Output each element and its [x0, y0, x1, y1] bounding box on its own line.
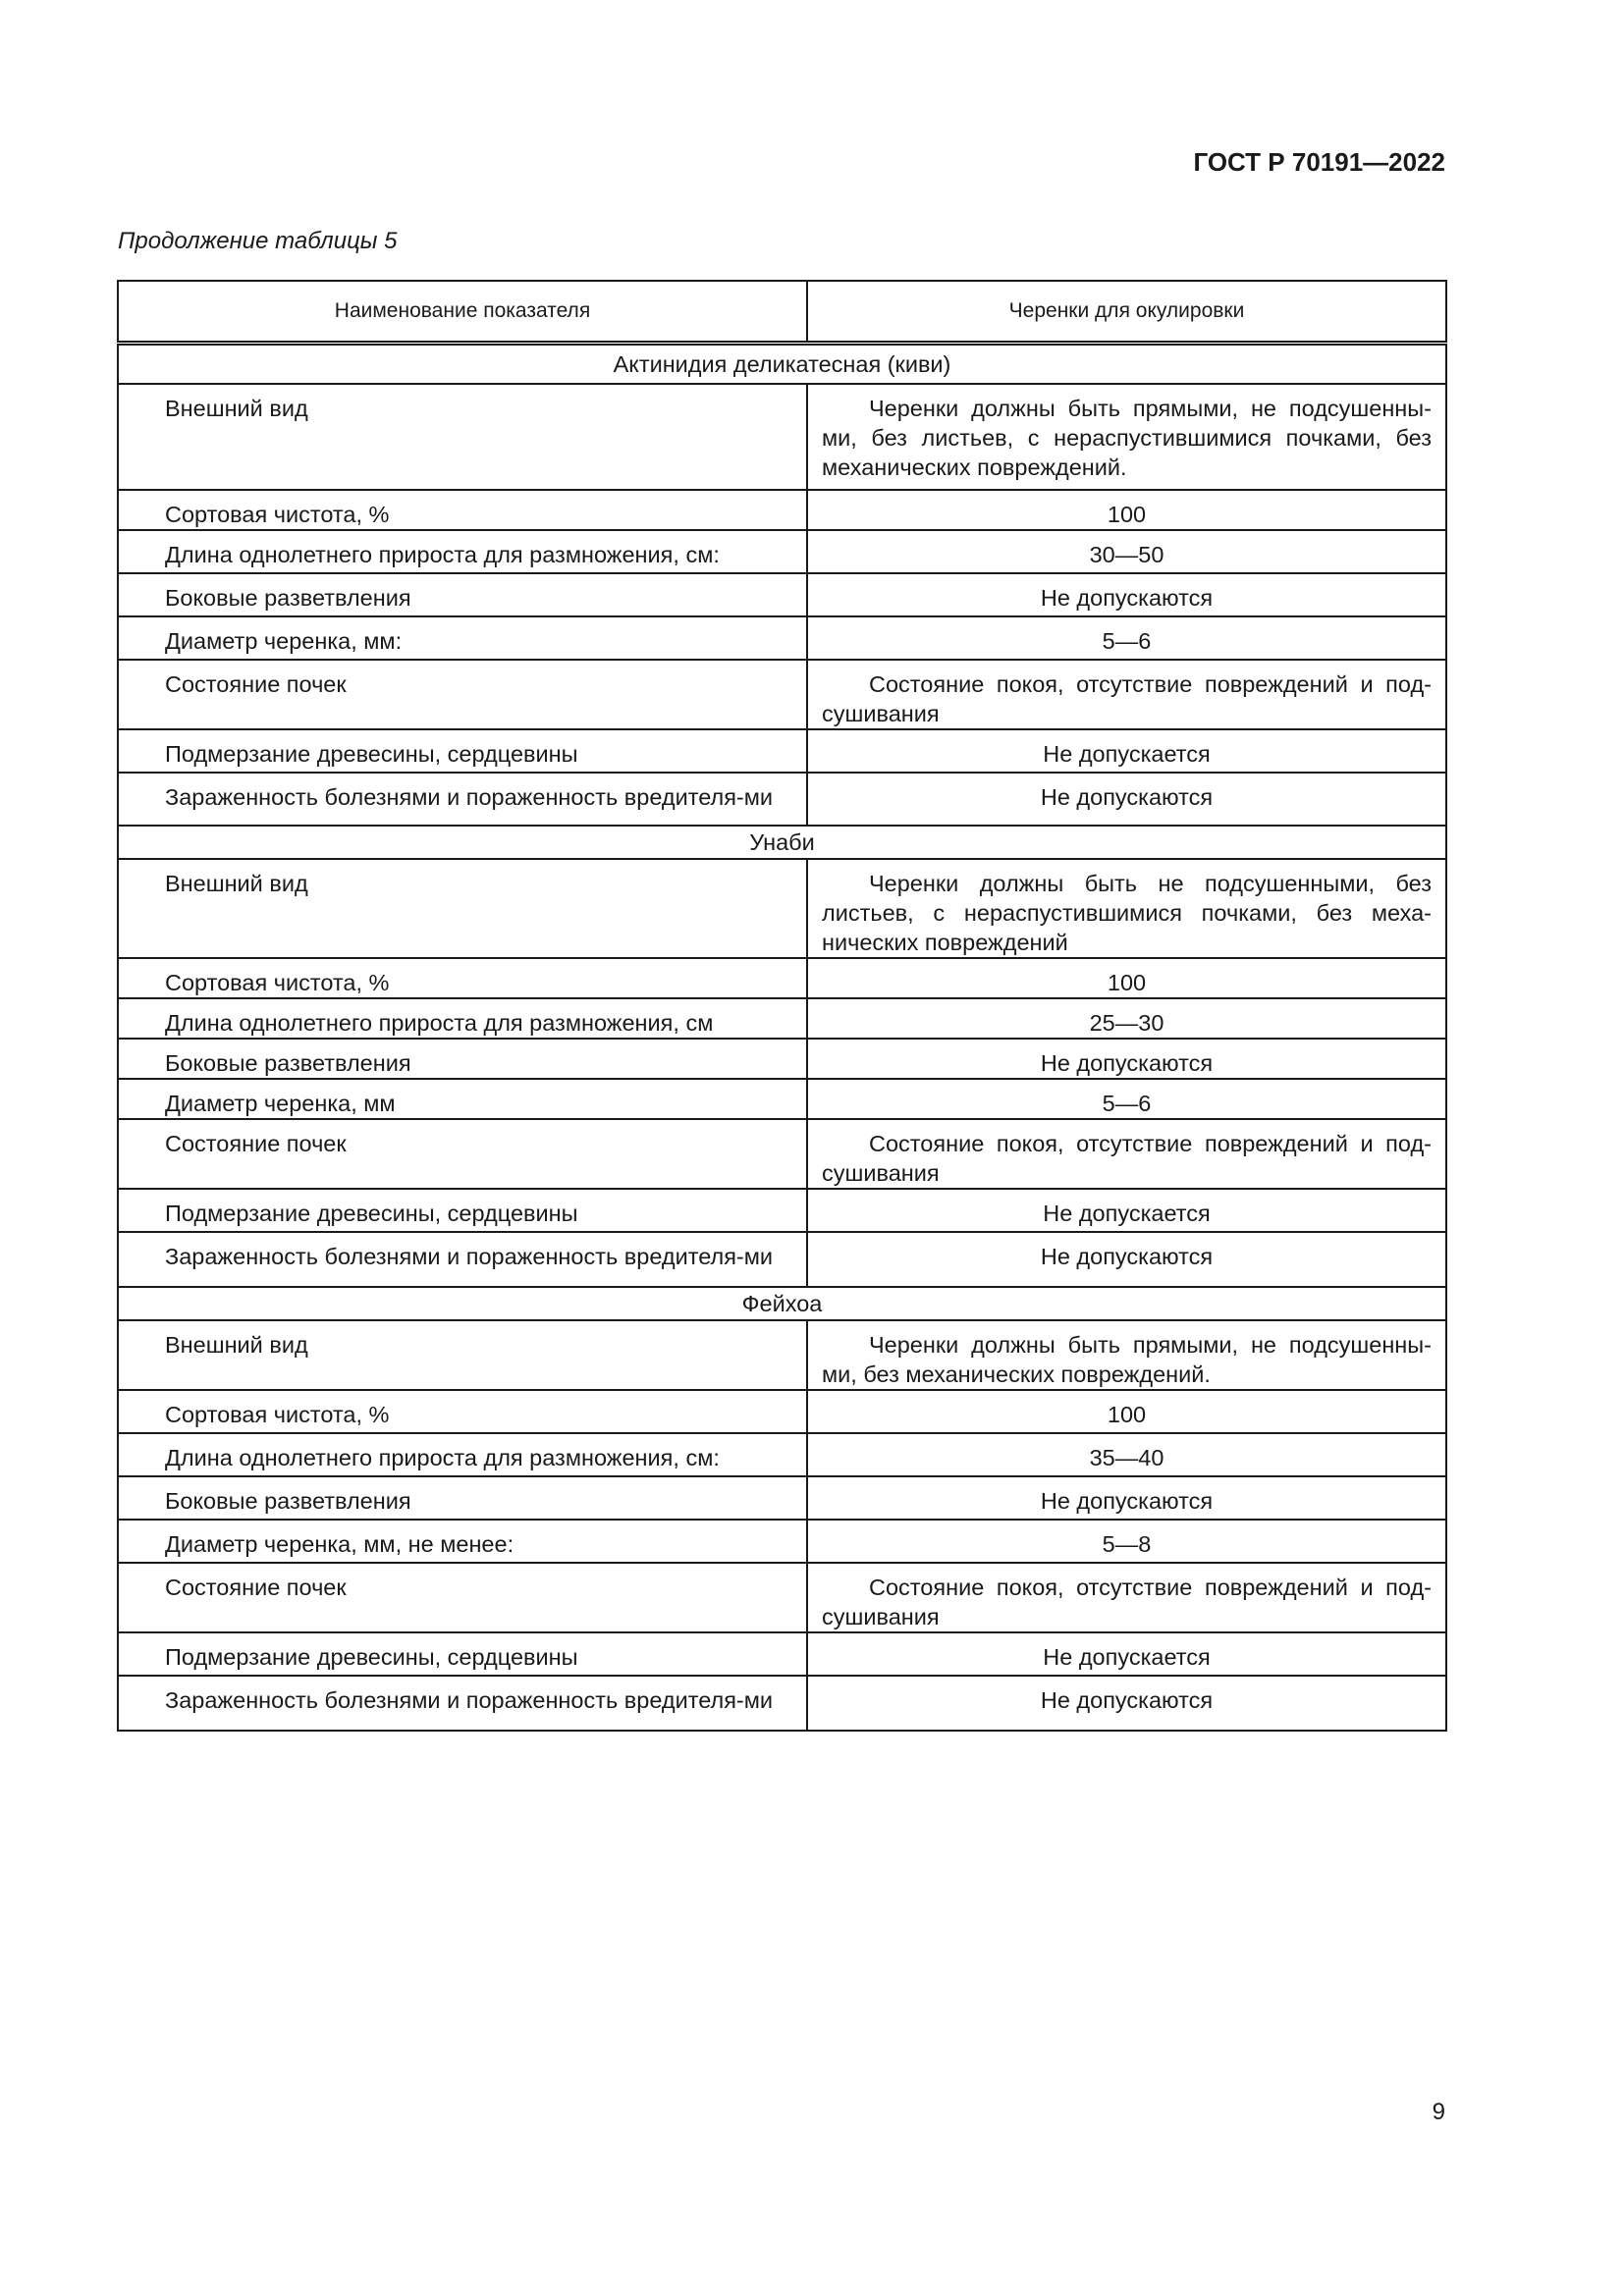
- indicator-name: Боковые разветвления: [165, 1488, 411, 1514]
- value-cell: [807, 573, 1446, 616]
- column-header-cuttings: Черенки для окулировки: [807, 281, 1446, 344]
- indicator-cell: [118, 1476, 807, 1520]
- indicator-value: Состояние покоя, отсутствие повреждений и под-сушивания: [822, 1131, 1432, 1186]
- value-cell: [807, 1476, 1446, 1520]
- section-title: Фейхоа: [118, 1287, 1446, 1320]
- indicator-value: Не допускаются: [1040, 1687, 1214, 1713]
- value-cell: [807, 1232, 1446, 1287]
- indicator-value: Не допускается: [1043, 1644, 1211, 1670]
- table-row: [118, 859, 1446, 958]
- indicator-value: 100: [1107, 1402, 1147, 1427]
- indicator-value: 100: [1107, 970, 1147, 995]
- table-row: [118, 1079, 1446, 1119]
- value-cell: [807, 1039, 1446, 1079]
- value-cell: [807, 490, 1446, 530]
- indicator-cell: [118, 1320, 807, 1390]
- indicator-value: Не допускается: [1043, 741, 1211, 767]
- indicator-cell: [118, 998, 807, 1039]
- indicator-value: 25—30: [1089, 1010, 1164, 1036]
- indicator-value: Черенки должны быть прямыми, не подсушенны-ми, без листьев, с нераспустившимися почками, без механических повреждений.: [822, 396, 1432, 480]
- value-cell: [807, 998, 1446, 1039]
- indicator-cell: [118, 1232, 807, 1287]
- indicator-cell: [118, 530, 807, 573]
- value-cell: [807, 773, 1446, 826]
- table-row: [118, 1232, 1446, 1287]
- indicator-name: Боковые разветвления: [165, 585, 411, 611]
- value-cell: [807, 1433, 1446, 1476]
- indicator-name: Состояние почек: [165, 671, 347, 697]
- value-cell: [807, 1563, 1446, 1632]
- section-row: [118, 344, 1446, 385]
- value-cell: [807, 616, 1446, 660]
- table-row: [118, 1320, 1446, 1390]
- indicator-cell: [118, 859, 807, 958]
- page-number: 9: [1432, 2099, 1445, 2125]
- indicator-name: Внешний вид: [165, 871, 308, 896]
- indicator-cell: [118, 573, 807, 616]
- indicator-value: 5—6: [1102, 628, 1152, 654]
- indicator-cell: [118, 958, 807, 998]
- indicator-name: Внешний вид: [165, 1332, 308, 1358]
- indicator-value: 100: [1107, 502, 1147, 527]
- indicator-value: 30—50: [1089, 542, 1164, 567]
- indicator-cell: [118, 1079, 807, 1119]
- indicator-name: Внешний вид: [165, 396, 308, 421]
- table-row: [118, 1390, 1446, 1433]
- value-cell: [807, 384, 1446, 490]
- indicator-value: Не допускаются: [1040, 1050, 1214, 1076]
- indicator-value: 35—40: [1089, 1445, 1164, 1470]
- table-row: [118, 1676, 1446, 1731]
- indicator-cell: [118, 490, 807, 530]
- indicator-value: 5—8: [1102, 1531, 1152, 1557]
- indicator-cell: [118, 660, 807, 729]
- indicator-cell: [118, 729, 807, 773]
- indicator-name: Сортовая чистота, %: [165, 970, 390, 995]
- section-row: [118, 1287, 1446, 1320]
- indicator-name: Длина однолетнего прироста для размножения, см:: [165, 1445, 720, 1470]
- indicator-value: Не допускается: [1043, 1201, 1211, 1226]
- table-row: [118, 1039, 1446, 1079]
- table-row: [118, 530, 1446, 573]
- section-row: [118, 826, 1446, 859]
- indicator-cell: [118, 1632, 807, 1676]
- table-row: [118, 998, 1446, 1039]
- value-cell: [807, 1189, 1446, 1232]
- indicator-value: Состояние покоя, отсутствие повреждений и под-сушивания: [822, 671, 1432, 726]
- indicator-cell: [118, 1119, 807, 1189]
- indicator-value: Не допускаются: [1040, 784, 1214, 810]
- indicator-cell: [118, 1676, 807, 1731]
- indicator-cell: [118, 1520, 807, 1563]
- indicator-name: Подмерзание древесины, сердцевины: [165, 741, 578, 767]
- table-row: [118, 1632, 1446, 1676]
- indicator-name: Подмерзание древесины, сердцевины: [165, 1644, 578, 1670]
- indicator-value: Черенки должны быть прямыми, не подсушенны-ми, без механических повреждений.: [822, 1332, 1432, 1387]
- table-body: [118, 344, 1446, 1732]
- indicator-cell: [118, 616, 807, 660]
- value-cell: [807, 660, 1446, 729]
- indicator-name: Длина однолетнего прироста для размножения, см:: [165, 542, 720, 567]
- indicator-name: Состояние почек: [165, 1131, 347, 1156]
- indicator-name: Диаметр черенка, мм: [165, 1091, 396, 1116]
- table-row: [118, 1189, 1446, 1232]
- indicator-name: Сортовая чистота, %: [165, 502, 390, 527]
- value-cell: [807, 958, 1446, 998]
- value-cell: [807, 1632, 1446, 1676]
- table-row: [118, 1119, 1446, 1189]
- value-cell: [807, 1520, 1446, 1563]
- section-title: Унаби: [118, 826, 1446, 859]
- table-header-row: [118, 281, 1446, 344]
- document-code: ГОСТ Р 70191—2022: [1193, 147, 1445, 177]
- indicator-name: Сортовая чистота, %: [165, 1402, 390, 1427]
- value-cell: [807, 1676, 1446, 1731]
- value-cell: [807, 1390, 1446, 1433]
- indicator-name: Диаметр черенка, мм:: [165, 628, 403, 654]
- table-row: [118, 729, 1446, 773]
- table-caption: Продолжение таблицы 5: [118, 228, 398, 254]
- table-row: [118, 490, 1446, 530]
- indicator-name: Диаметр черенка, мм, не менее:: [165, 1531, 514, 1557]
- table-row: [118, 773, 1446, 826]
- indicator-value: Не допускаются: [1040, 1488, 1214, 1514]
- column-header-indicator: Наименование показателя: [118, 281, 807, 344]
- indicators-table: [117, 280, 1447, 1732]
- indicator-name: Боковые разветвления: [165, 1050, 411, 1076]
- indicator-name: Состояние почек: [165, 1575, 347, 1600]
- value-cell: [807, 859, 1446, 958]
- value-cell: [807, 1079, 1446, 1119]
- indicator-cell: [118, 1433, 807, 1476]
- indicator-name: Зараженность болезнями и пораженность вредителя-ми: [165, 1244, 774, 1269]
- section-title: Актинидия деликатесная (киви): [118, 344, 1446, 385]
- table-row: [118, 660, 1446, 729]
- table-row: [118, 1476, 1446, 1520]
- table-row: [118, 958, 1446, 998]
- indicator-name: Длина однолетнего прироста для размножения, см: [165, 1010, 714, 1036]
- value-cell: [807, 530, 1446, 573]
- table-row: [118, 616, 1446, 660]
- table-row: [118, 1520, 1446, 1563]
- indicator-name: Зараженность болезнями и пораженность вредителя-ми: [165, 1687, 774, 1713]
- table-row: [118, 573, 1446, 616]
- value-cell: [807, 1320, 1446, 1390]
- indicator-name: Зараженность болезнями и пораженность вредителя-ми: [165, 784, 774, 810]
- indicator-value: Не допускаются: [1040, 1244, 1214, 1269]
- indicator-cell: [118, 773, 807, 826]
- table-row: [118, 384, 1446, 490]
- indicator-cell: [118, 1563, 807, 1632]
- indicator-cell: [118, 384, 807, 490]
- indicator-cell: [118, 1390, 807, 1433]
- indicator-value: Черенки должны быть не подсушенными, без листьев, с нераспустившимися почками, без меха-нических повреждений: [822, 871, 1432, 955]
- value-cell: [807, 729, 1446, 773]
- indicator-name: Подмерзание древесины, сердцевины: [165, 1201, 578, 1226]
- indicator-cell: [118, 1039, 807, 1079]
- value-cell: [807, 1119, 1446, 1189]
- table-row: [118, 1433, 1446, 1476]
- table-row: [118, 1563, 1446, 1632]
- indicator-cell: [118, 1189, 807, 1232]
- indicator-value: 5—6: [1102, 1091, 1152, 1116]
- indicator-value: Состояние покоя, отсутствие повреждений и под-сушивания: [822, 1575, 1432, 1629]
- indicator-value: Не допускаются: [1040, 585, 1214, 611]
